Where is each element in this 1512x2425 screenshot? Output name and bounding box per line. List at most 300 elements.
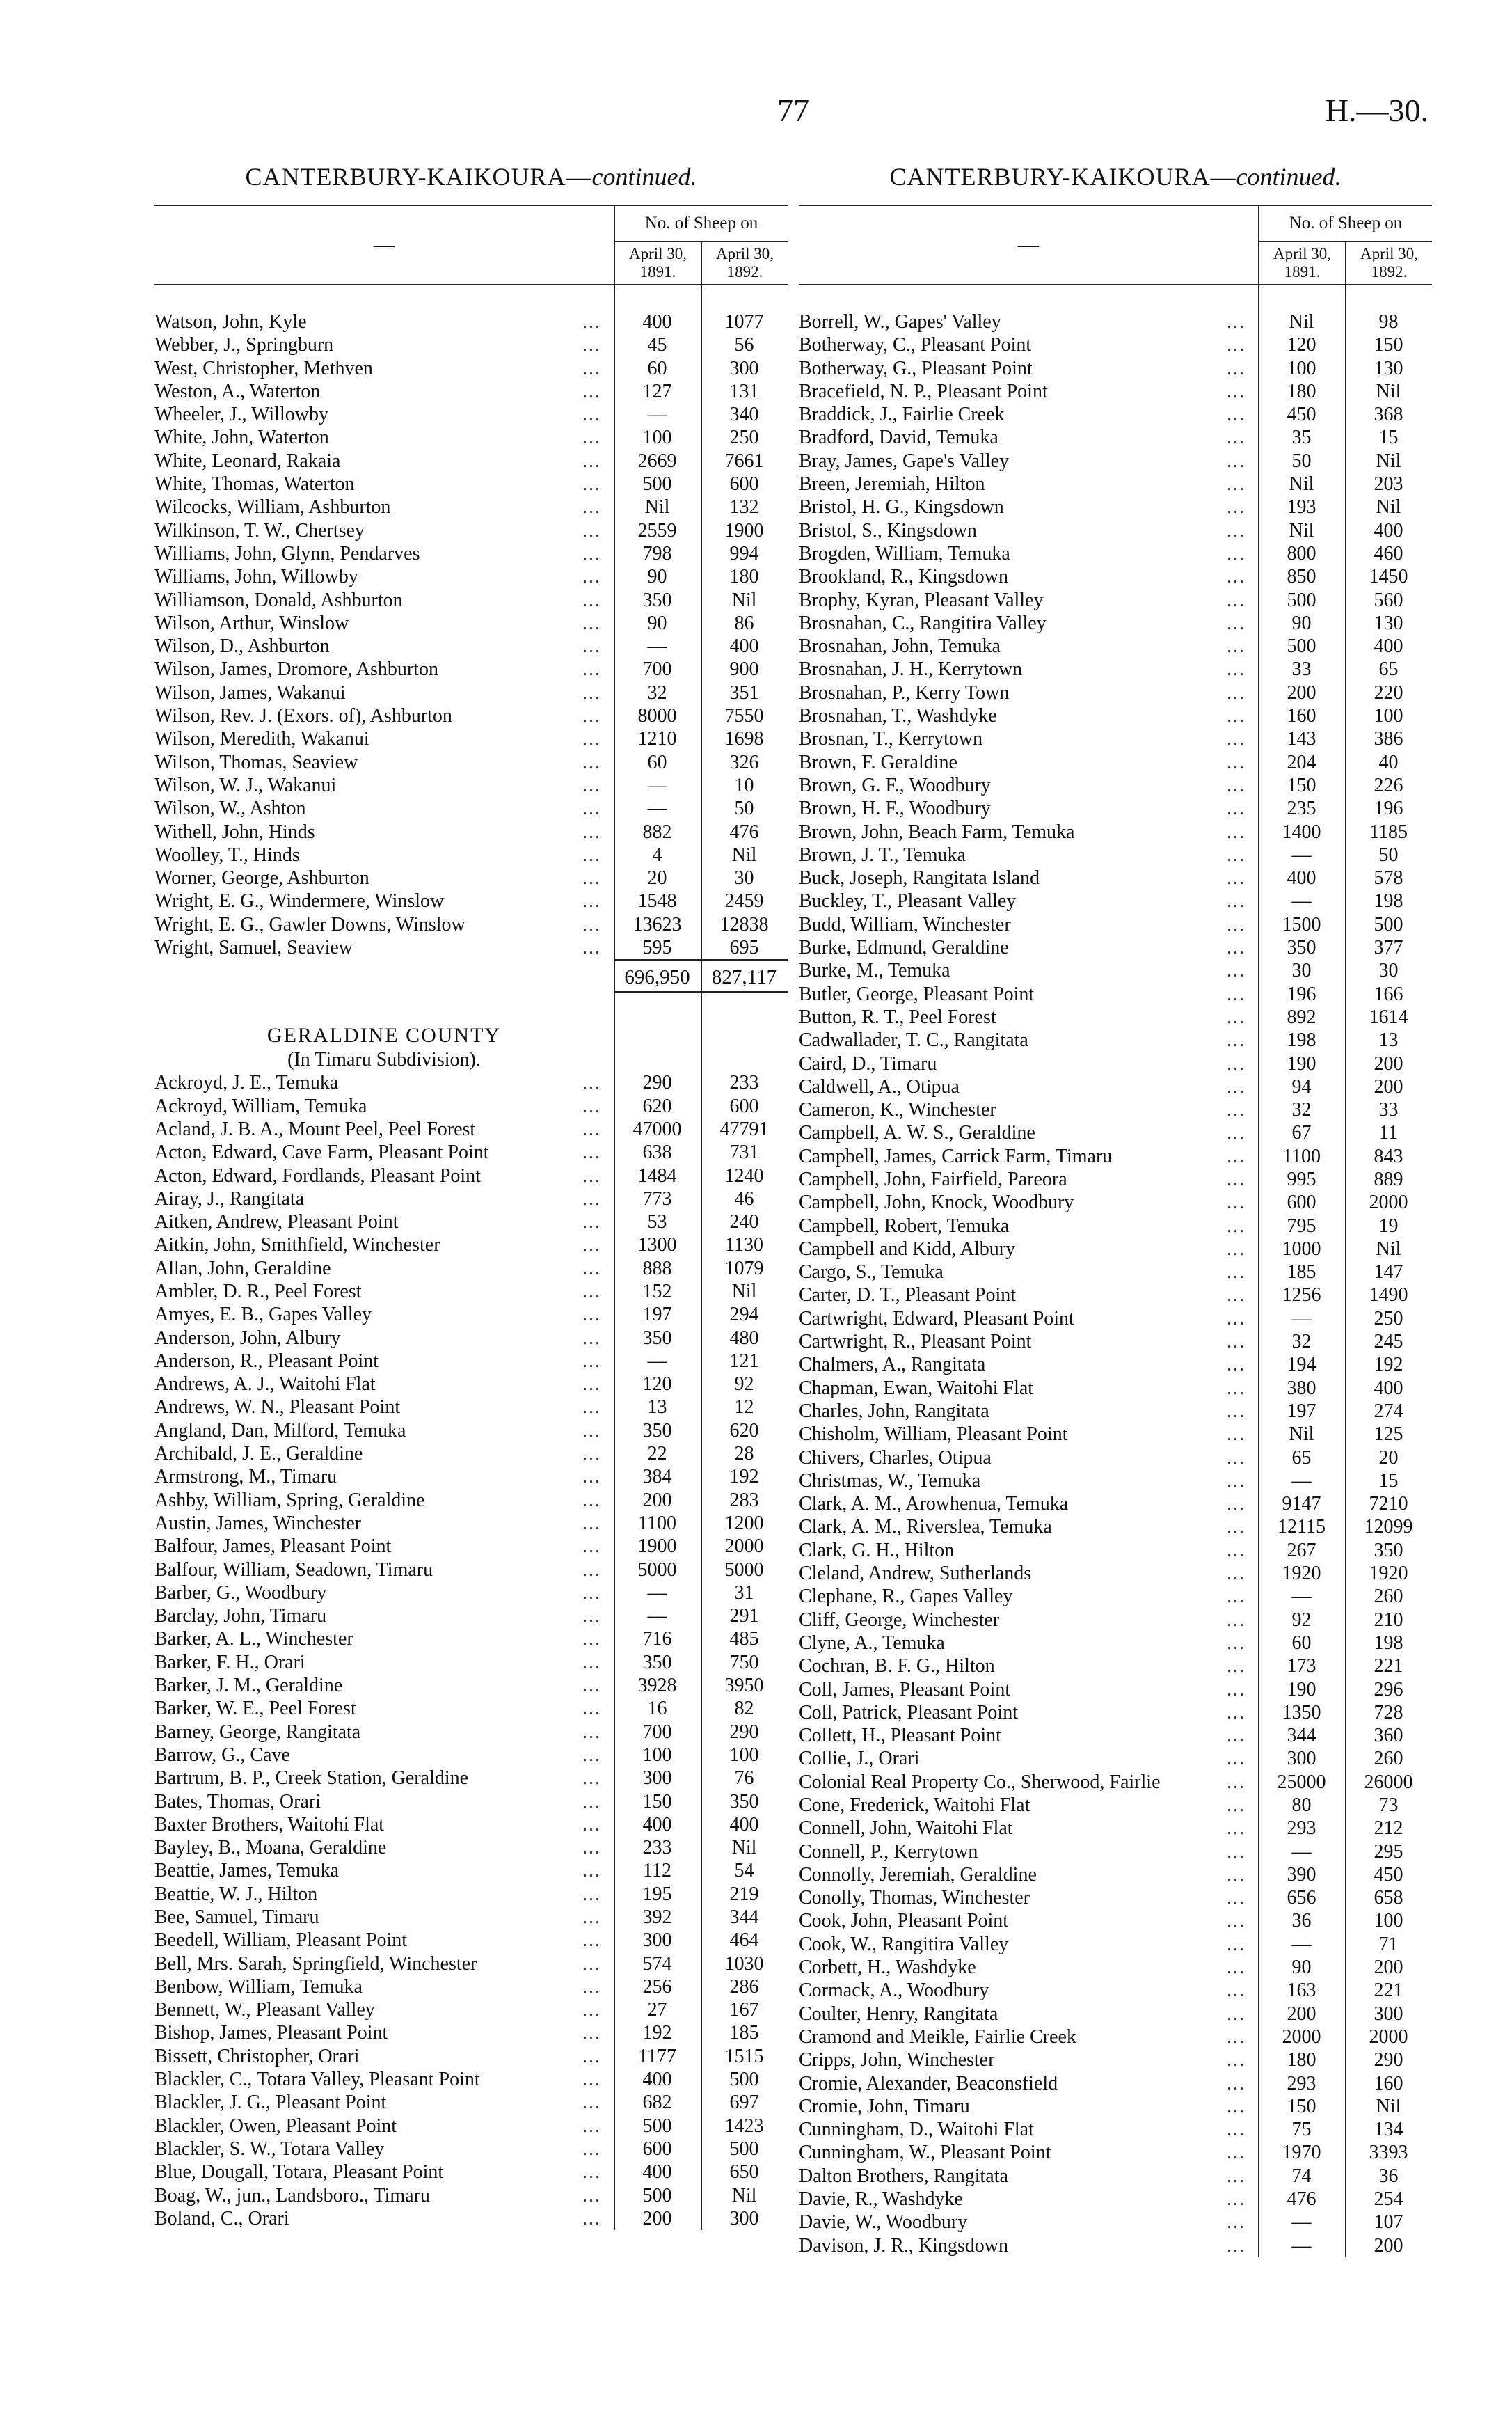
sheep-1892: 843 [1374, 1145, 1403, 1167]
table-row: Ashby, William, Spring, Geraldine ... 200 283 [154, 1489, 788, 1512]
sheep-1892: 121 [729, 1350, 759, 1372]
holder-name: Bray, James, Gape's Valley [799, 450, 1014, 472]
sheep-1892: 340 [729, 404, 759, 426]
sheep-1892: 360 [1374, 1725, 1403, 1747]
table-row: Brown, John, Beach Farm, Temuka ... 1400 1185 [799, 821, 1432, 844]
sheep-1891: 200 [642, 1489, 672, 1511]
holder-name: Worner, George, Ashburton [154, 867, 375, 889]
table-row: Beattie, James, Temuka ... 112 54 [154, 1859, 788, 1882]
sheep-1891: 180 [1287, 380, 1316, 402]
holder-name: Barker, J. M., Geraldine [154, 1675, 348, 1696]
holder-name: Carter, D. T., Pleasant Point [799, 1284, 1021, 1306]
sheep-1891: 1256 [1282, 1284, 1321, 1306]
table-row: Conolly, Thomas, Winchester ... 656 658 [799, 1886, 1432, 1909]
sheep-1891: — [647, 1605, 667, 1627]
table-row: Christmas, W., Temuka ... — 15 [799, 1469, 1432, 1492]
sheep-1891: Nil [1289, 1423, 1314, 1446]
sheep-1891: 16 [647, 1698, 667, 1720]
table-row: Butler, George, Pleasant Point ... 196 166 [799, 983, 1432, 1006]
holder-name: Chisholm, William, Pleasant Point [799, 1423, 1073, 1445]
table-row: Bradford, David, Temuka ... 35 15 [799, 426, 1432, 449]
sheep-1892: 450 [1374, 1863, 1403, 1886]
sheep-1891: 392 [642, 1906, 672, 1928]
sheep-1891: 13 [647, 1396, 667, 1419]
table-row: Barclay, John, Timaru ... — 291 [154, 1604, 788, 1627]
holder-name: Brown, H. F., Woodbury [799, 798, 996, 819]
sheep-1892: 697 [729, 2092, 759, 2114]
sheep-1891: 773 [642, 1187, 672, 1210]
table-row: Chivers, Charles, Otipua ... 65 20 [799, 1446, 1432, 1469]
holder-name: Blackler, S. W., Totara Valley [154, 2138, 390, 2160]
continued-label: continued. [591, 163, 697, 191]
sheep-1891: 1900 [637, 1535, 677, 1558]
holder-name: Wright, Samuel, Seaview [154, 937, 358, 958]
sheep-1892: 200 [1374, 1052, 1403, 1075]
holder-name: Clyne, A., Temuka [799, 1632, 950, 1654]
total-row [154, 959, 788, 993]
sheep-1892: 198 [1374, 1632, 1403, 1654]
table-row: Chisholm, William, Pleasant Point ... Nil 125 [799, 1423, 1432, 1446]
holder-name: Caird, D., Timaru [799, 1053, 942, 1075]
sheep-1892: 50 [734, 798, 754, 820]
sheep-1891: 500 [642, 473, 672, 496]
sheep-1892: 300 [729, 357, 759, 379]
sheep-1892: 92 [734, 1373, 754, 1396]
sheep-1891: 200 [642, 2207, 672, 2229]
sheep-1892: 107 [1374, 2211, 1403, 2234]
sheep-1891: 656 [1287, 1887, 1316, 1909]
table-row: Watson, John, Kyle ... 400 1077 [154, 310, 788, 333]
sheep-1891: — [647, 1350, 667, 1372]
sheep-1891: 500 [642, 2184, 672, 2206]
sheep-1892: 600 [729, 473, 759, 496]
sheep-1891: 120 [642, 1373, 672, 1396]
sheep-1892: 480 [729, 1327, 759, 1349]
holder-name: Anderson, R., Pleasant Point [154, 1350, 384, 1372]
sheep-1891: 47000 [632, 1118, 682, 1140]
holder-name: Archibald, J. E., Geraldine [154, 1443, 368, 1464]
sheep-1892: 130 [1374, 612, 1403, 634]
holder-name: Baxter Brothers, Waitohi Flat [154, 1814, 390, 1835]
sheep-1892: 650 [729, 2161, 759, 2183]
holder-name: Brosnahan, T., Washdyke [799, 705, 1003, 727]
table-row: Cook, John, Pleasant Point ... 36 100 [799, 1909, 1432, 1932]
sheep-1892: 290 [1374, 2049, 1403, 2071]
holder-name: Cadwallader, T. C., Rangitata [799, 1029, 1034, 1051]
sheep-1891: 20 [647, 867, 667, 890]
table-row: Williamson, Donald, Ashburton ... 350 Nil [154, 589, 788, 612]
sheep-1891: 350 [642, 1651, 672, 1673]
sheep-1891: — [647, 404, 667, 426]
holder-name: Beattie, James, Temuka [154, 1860, 344, 1881]
table-row: Caldwell, A., Otipua ... 94 200 [799, 1075, 1432, 1098]
sheep-1891: 267 [1287, 1539, 1316, 1561]
header-sheep-group: No. of Sheep on [614, 206, 788, 242]
table-row: Boag, W., jun., Landsboro., Timaru ... 500 Nil [154, 2184, 788, 2207]
sheep-1891: 100 [1287, 357, 1316, 379]
table-row: Blackler, J. G., Pleasant Point ... 682 697 [154, 2091, 788, 2114]
table-row: Blackler, C., Totara Valley, Pleasant Point ... 400 500 [154, 2068, 788, 2091]
table-row: Barber, G., Woodbury ... — 31 [154, 1581, 788, 1604]
left-table-body [154, 285, 788, 2230]
sheep-1891: 30 [1291, 960, 1312, 982]
table-row: Blackler, Owen, Pleasant Point ... 500 1423 [154, 2115, 788, 2138]
table-row: Clyne, A., Temuka ... 60 198 [799, 1632, 1432, 1654]
holder-name: Williams, John, Glynn, Pendarves [154, 543, 426, 564]
sheep-1891: 60 [647, 751, 667, 773]
sheep-1892: 260 [1374, 1748, 1403, 1770]
sheep-1891: — [1291, 1469, 1312, 1492]
sheep-1891: 290 [642, 1072, 672, 1094]
holder-name: Bartrum, B. P., Creek Station, Geraldine [154, 1767, 474, 1789]
table-row: Button, R. T., Peel Forest ... 892 1614 [799, 1006, 1432, 1029]
holder-name: White, Leonard, Rakaia [154, 450, 346, 472]
sheep-1891: 500 [1287, 589, 1316, 611]
holder-name: Clark, A. M., Riverslea, Temuka [799, 1516, 1058, 1538]
sheep-1892: 1030 [724, 1952, 764, 1975]
sheep-1891: 198 [1287, 1029, 1316, 1052]
sheep-1892: 2000 [724, 1535, 764, 1558]
sheep-1891: 35 [1291, 427, 1312, 449]
table-row: Blue, Dougall, Totara, Pleasant Point ... 400 650 [154, 2161, 788, 2183]
table-row: Wilson, D., Ashburton ... — 400 [154, 635, 788, 658]
holder-name: Brophy, Kyran, Pleasant Valley [799, 590, 1049, 611]
table-row: Cartwright, Edward, Pleasant Point ... — 250 [799, 1307, 1432, 1330]
holder-name: Coll, James, Pleasant Point [799, 1679, 1016, 1700]
table-row: Carter, D. T., Pleasant Point ... 1256 1490 [799, 1283, 1432, 1306]
sheep-1891: 400 [642, 2069, 672, 2091]
holder-name: Chivers, Charles, Otipua [799, 1447, 997, 1469]
holder-name: Bristol, H. G., Kingsdown [799, 496, 1010, 518]
holder-name: Conolly, Thomas, Winchester [799, 1887, 1035, 1909]
sheep-1892: 220 [1374, 681, 1403, 704]
sheep-1891: — [647, 774, 667, 796]
sheep-1891: 390 [1287, 1863, 1316, 1886]
holder-name: Wilson, James, Dromore, Ashburton [154, 658, 444, 680]
holder-name: Coll, Patrick, Pleasant Point [799, 1702, 1024, 1723]
table-row: Budd, William, Winchester ... 1500 500 [799, 913, 1432, 936]
holder-name: Barrow, G., Cave [154, 1744, 296, 1766]
sheep-1891: 350 [642, 589, 672, 611]
table-row: Aitkin, John, Smithfield, Winchester ... 1300 1130 [154, 1233, 788, 1256]
sheep-1892: 658 [1374, 1887, 1403, 1909]
sheep-1891: 180 [1287, 2049, 1316, 2071]
sheep-1892: 254 [1374, 2188, 1403, 2211]
holder-name: Williams, John, Willowby [154, 566, 364, 587]
holder-name: Bracefield, N. P., Pleasant Point [799, 381, 1053, 402]
holder-name: Cunningham, W., Pleasant Point [799, 2142, 1056, 2163]
holder-name: Amyes, E. B., Gapes Valley [154, 1304, 377, 1325]
sheep-1891: 100 [642, 1744, 672, 1766]
table-row: Campbell, A. W. S., Geraldine ... 67 11 [799, 1121, 1432, 1144]
table-row: Davie, W., Woodbury ... — 107 [799, 2211, 1432, 2234]
sheep-1892: Nil [1376, 2095, 1401, 2117]
table-row: Beattie, W. J., Hilton ... 195 219 [154, 1883, 788, 1906]
table-row: Cunningham, W., Pleasant Point ... 1970 3393 [799, 2141, 1432, 2164]
page-number: 77 [777, 93, 809, 128]
sheep-1892: 5000 [724, 1558, 764, 1581]
sheep-1891: 90 [647, 566, 667, 588]
sheep-1891: — [1291, 1586, 1312, 1608]
sheep-1892: 250 [729, 427, 759, 449]
holder-name: Woolley, T., Hinds [154, 844, 305, 866]
sheep-1891: 25000 [1277, 1771, 1326, 1793]
table-row: Acton, Edward, Fordlands, Pleasant Point ... 1484 1240 [154, 1164, 788, 1187]
table-row: Connell, John, Waitohi Flat ... 293 212 [799, 1817, 1432, 1840]
table-row: Acland, J. B. A., Mount Peel, Peel Forest ... 47000 47791 [154, 1118, 788, 1141]
table-row: Ackroyd, William, Temuka ... 620 600 [154, 1095, 788, 1118]
holder-name: Cunningham, D., Waitohi Flat [799, 2119, 1040, 2140]
table-row: Colonial Real Property Co., Sherwood, Fairlie ... 25000 26000 [799, 1771, 1432, 1794]
sheep-1891: 400 [642, 1813, 672, 1835]
sheep-1892: 33 [1378, 1099, 1399, 1121]
holder-name: Aitkin, John, Smithfield, Winchester [154, 1234, 446, 1256]
table-row: Charles, John, Rangitata ... 197 274 [799, 1400, 1432, 1423]
holder-name: Colonial Real Property Co., Sherwood, Fairlie [799, 1771, 1166, 1793]
table-row: Cleland, Andrew, Sutherlands ... 1920 1920 [799, 1562, 1432, 1585]
table-row: Clark, G. H., Hilton ... 267 350 [799, 1539, 1432, 1562]
sheep-1891: 2559 [637, 519, 677, 542]
table-row: Brown, G. F., Woodbury ... 150 226 [799, 774, 1432, 797]
sheep-1891: 204 [1287, 751, 1316, 773]
table-row: Cartwright, R., Pleasant Point ... 32 245 [799, 1330, 1432, 1353]
holder-name: Acton, Edward, Fordlands, Pleasant Point [154, 1165, 486, 1187]
sheep-1891: — [647, 1581, 667, 1604]
sheep-1891: 90 [1291, 1957, 1312, 1979]
holder-name: Anderson, John, Albury [154, 1327, 347, 1349]
sheep-1891: 190 [1287, 1678, 1316, 1700]
sheep-1892: 7210 [1369, 1493, 1408, 1515]
holder-name: Collett, H., Pleasant Point [799, 1725, 1007, 1746]
sheep-1891: — [647, 635, 667, 658]
sheep-1891: 196 [1287, 983, 1316, 1005]
sheep-1891: 344 [1287, 1725, 1316, 1747]
holder-name: Caldwell, A., Otipua [799, 1076, 965, 1098]
sheep-1891: 65 [1291, 1446, 1312, 1469]
table-row: Buckley, T., Pleasant Valley ... — 198 [799, 890, 1432, 913]
table-row: Wright, E. G., Windermere, Winslow ... 1548 2459 [154, 890, 788, 913]
table-row: Bartrum, B. P., Creek Station, Geraldine ... 300 76 [154, 1767, 788, 1790]
holder-name: Cartwright, Edward, Pleasant Point [799, 1308, 1080, 1329]
table-row: Cramond and Meikle, Fairlie Creek ... 2000 2000 [799, 2025, 1432, 2048]
sheep-1891: 1100 [638, 1512, 676, 1534]
table-row: Coll, James, Pleasant Point ... 190 296 [799, 1678, 1432, 1701]
sheep-1892: 1130 [725, 1234, 763, 1256]
sheep-1892: 300 [729, 2207, 759, 2229]
sheep-1891: 120 [1287, 334, 1316, 356]
sheep-1892: 65 [1378, 658, 1399, 681]
table-row: Withell, John, Hinds ... 882 476 [154, 821, 788, 844]
holder-name: Campbell, John, Fairfield, Pareora [799, 1169, 1073, 1190]
table-row: Webber, J., Springburn ... 45 56 [154, 333, 788, 356]
sheep-1891: — [1291, 1307, 1312, 1329]
sheep-1892: 1185 [1369, 821, 1408, 843]
total-1892: 827,117 [701, 959, 788, 993]
sheep-1892: 12099 [1364, 1516, 1413, 1538]
sheep-1891: 888 [642, 1257, 672, 1279]
sheep-1891: 892 [1287, 1006, 1316, 1028]
sheep-1892: 283 [729, 1489, 759, 1511]
holder-name: Balfour, William, Seadown, Timaru [154, 1559, 438, 1581]
sheep-1891: 1484 [637, 1164, 677, 1187]
holder-name: Acland, J. B. A., Mount Peel, Peel Forest [154, 1119, 481, 1140]
holder-name: Withell, John, Hinds [154, 821, 321, 843]
sheep-1892: 28 [734, 1443, 754, 1465]
table-row: Andrews, A. J., Waitohi Flat ... 120 92 [154, 1373, 788, 1396]
sheep-1891: 67 [1291, 1122, 1312, 1144]
holder-name: Chalmers, A., Rangitata [799, 1354, 991, 1375]
table-row: Barker, F. H., Orari ... 350 750 [154, 1651, 788, 1674]
table-row: Williams, John, Willowby ... 90 180 [154, 565, 788, 588]
sheep-1891: 92 [1291, 1609, 1312, 1631]
holder-name: Connell, John, Waitohi Flat [799, 1817, 1019, 1839]
holder-name: Boland, C., Orari [154, 2208, 295, 2229]
sheep-1892: 54 [734, 1860, 754, 1882]
sheep-1891: 74 [1291, 2165, 1312, 2187]
table-row: Campbell, John, Fairfield, Pareora ... 995 889 [799, 1168, 1432, 1191]
holder-name: Acton, Edward, Cave Farm, Pleasant Point [154, 1142, 495, 1163]
table-row: Burke, M., Temuka ... 30 30 [799, 959, 1432, 982]
sheep-1891: 600 [642, 2138, 672, 2160]
sheep-1892: 300 [1374, 2003, 1403, 2025]
sheep-1891: 195 [642, 1883, 672, 1905]
sheep-1892: 889 [1374, 1168, 1403, 1190]
holder-name: White, John, Waterton [154, 427, 335, 448]
sheep-1892: Nil [1376, 496, 1401, 519]
holder-name: Collie, J., Orari [799, 1748, 925, 1769]
sheep-1892: 47791 [719, 1118, 769, 1140]
sheep-1891: 716 [642, 1628, 672, 1650]
sheep-1892: 226 [1374, 774, 1403, 796]
table-row: Braddick, J., Fairlie Creek ... 450 368 [799, 403, 1432, 426]
table-row: Clark, A. M., Arowhenua, Temuka ... 9147 7210 [799, 1492, 1432, 1515]
holder-name: Connell, P., Kerrytown [799, 1841, 983, 1863]
holder-name: Austin, James, Winchester [154, 1512, 367, 1534]
table-row: Archibald, J. E., Geraldine ... 22 28 [154, 1442, 788, 1465]
holder-name: Coulter, Henry, Rangitata [799, 2003, 1003, 2025]
table-row: Brosnahan, P., Kerry Town ... 200 220 [799, 681, 1432, 704]
holder-name: Braddick, J., Fairlie Creek [799, 404, 1010, 425]
holder-name: Brown, John, Beach Farm, Temuka [799, 821, 1080, 843]
sheep-1891: 800 [1287, 542, 1316, 564]
sheep-1892: 351 [729, 681, 759, 704]
holder-name: Brookland, R., Kingsdown [799, 566, 1014, 587]
sheep-1891: Nil [1289, 519, 1314, 542]
holder-name: Davie, R., Washdyke [799, 2188, 969, 2210]
sheep-1892: 1698 [724, 728, 764, 750]
table-row: Bennett, W., Pleasant Valley ... 27 167 [154, 1998, 788, 2021]
sheep-1891: — [647, 798, 667, 820]
sheep-1891: 256 [642, 1975, 672, 1998]
left-column [154, 161, 788, 2230]
table-row: Woolley, T., Hinds ... 4 Nil [154, 844, 788, 867]
holder-name: Brown, F. Geraldine [799, 752, 963, 773]
holder-name: White, Thomas, Waterton [154, 473, 360, 495]
holder-name: Bristol, S., Kingsdown [799, 520, 982, 542]
sheep-1892: 900 [729, 658, 759, 681]
sheep-1892: 82 [734, 1698, 754, 1720]
section-name: CANTERBURY-KAIKOURA— [245, 163, 592, 191]
sheep-1892: 400 [729, 1813, 759, 1835]
table-row: Botherway, C., Pleasant Point ... 120 150 [799, 333, 1432, 356]
holder-name: Benbow, William, Temuka [154, 1976, 368, 1998]
table-row: Wright, E. G., Gawler Downs, Winslow ... 13623 12838 [154, 913, 788, 936]
table-row: Allan, John, Geraldine ... 888 1079 [154, 1257, 788, 1280]
sheep-1892: 192 [1374, 1354, 1403, 1376]
holder-name: Wilcocks, William, Ashburton [154, 496, 396, 518]
holder-name: Chapman, Ewan, Waitohi Flat [799, 1377, 1039, 1399]
table-row: Brosnan, T., Kerrytown ... 143 386 [799, 727, 1432, 750]
table-row: Brogden, William, Temuka ... 800 460 [799, 542, 1432, 565]
sheep-1892: 132 [729, 496, 759, 519]
table-row: Cadwallader, T. C., Rangitata ... 198 13 [799, 1029, 1432, 1052]
table-row: Bracefield, N. P., Pleasant Point ... 180 Nil [799, 380, 1432, 403]
sheep-1891: 235 [1287, 798, 1316, 820]
table-row: Weston, A., Waterton ... 127 131 [154, 380, 788, 403]
table-row: Connell, P., Kerrytown ... — 295 [799, 1840, 1432, 1863]
table-row: Blackler, S. W., Totara Valley ... 600 500 [154, 2138, 788, 2161]
sheep-1891: 173 [1287, 1655, 1316, 1677]
holder-name: Wilson, Meredith, Wakanui [154, 728, 375, 750]
table-row: Wilson, James, Dromore, Ashburton ... 700 900 [154, 658, 788, 681]
sheep-1892: 485 [729, 1628, 759, 1650]
table-row: Wilson, James, Wakanui ... 32 351 [154, 681, 788, 704]
sheep-1891: 293 [1287, 2072, 1316, 2094]
table-row: Worner, George, Ashburton ... 20 30 [154, 867, 788, 890]
sheep-1891: 574 [642, 1952, 672, 1975]
sheep-1891: 1000 [1282, 1238, 1321, 1260]
table-row: Campbell, James, Carrick Farm, Timaru ... 1100 843 [799, 1145, 1432, 1168]
sheep-1891: 500 [642, 2115, 672, 2137]
sheep-1891: 400 [642, 2161, 672, 2183]
sheep-1891: 75 [1291, 2119, 1312, 2141]
sheep-1892: 100 [1374, 705, 1403, 727]
sheep-1892: 1200 [724, 1512, 764, 1534]
holder-name: Wilson, Arthur, Winslow [154, 613, 354, 634]
sheep-1892: 400 [1374, 635, 1403, 658]
table-row: Brosnahan, J. H., Kerrytown ... 33 65 [799, 658, 1432, 681]
holder-name: Cliff, George, Winchester [799, 1609, 1005, 1631]
table-row: Wilson, W. J., Wakanui ... — 10 [154, 774, 788, 797]
sheep-1892: 125 [1374, 1423, 1403, 1446]
table-row: Cormack, A., Woodbury ... 163 221 [799, 1979, 1432, 2002]
sheep-1892: 400 [1374, 519, 1403, 542]
sheep-1891: 350 [642, 1419, 672, 1441]
holder-name: Bayley, B., Moana, Geraldine [154, 1837, 392, 1858]
sheep-1892: 200 [1374, 2234, 1403, 2257]
sheep-1891: 2000 [1282, 2025, 1321, 2048]
holder-name: Blackler, C., Totara Valley, Pleasant Point [154, 2069, 486, 2090]
sheep-1892: 30 [1378, 960, 1399, 982]
sheep-1892: 295 [1374, 1840, 1403, 1863]
sheep-1892: 1079 [724, 1257, 764, 1279]
table-row: West, Christopher, Methven ... 60 300 [154, 357, 788, 380]
sheep-1891: 100 [642, 427, 672, 449]
sheep-1891: Nil [1289, 473, 1314, 496]
sheep-1891: 45 [647, 334, 667, 356]
sheep-1891: 163 [1287, 1980, 1316, 2002]
table-row: Anderson, R., Pleasant Point ... — 121 [154, 1350, 788, 1373]
table-row: Wheeler, J., Willowby ... — 340 [154, 403, 788, 426]
header-col-1891: April 30, 1891. [614, 242, 701, 284]
sheep-1892: 464 [729, 1929, 759, 1952]
holder-name: Cochran, B. F. G., Hilton [799, 1655, 1001, 1677]
sheep-1891: 112 [643, 1860, 671, 1882]
table-row: Benbow, William, Temuka ... 256 286 [154, 1975, 788, 1998]
sheep-1892: 200 [1374, 1957, 1403, 1979]
sheep-1891: 150 [1287, 2095, 1316, 2117]
sheep-1891: 152 [642, 1280, 672, 1302]
